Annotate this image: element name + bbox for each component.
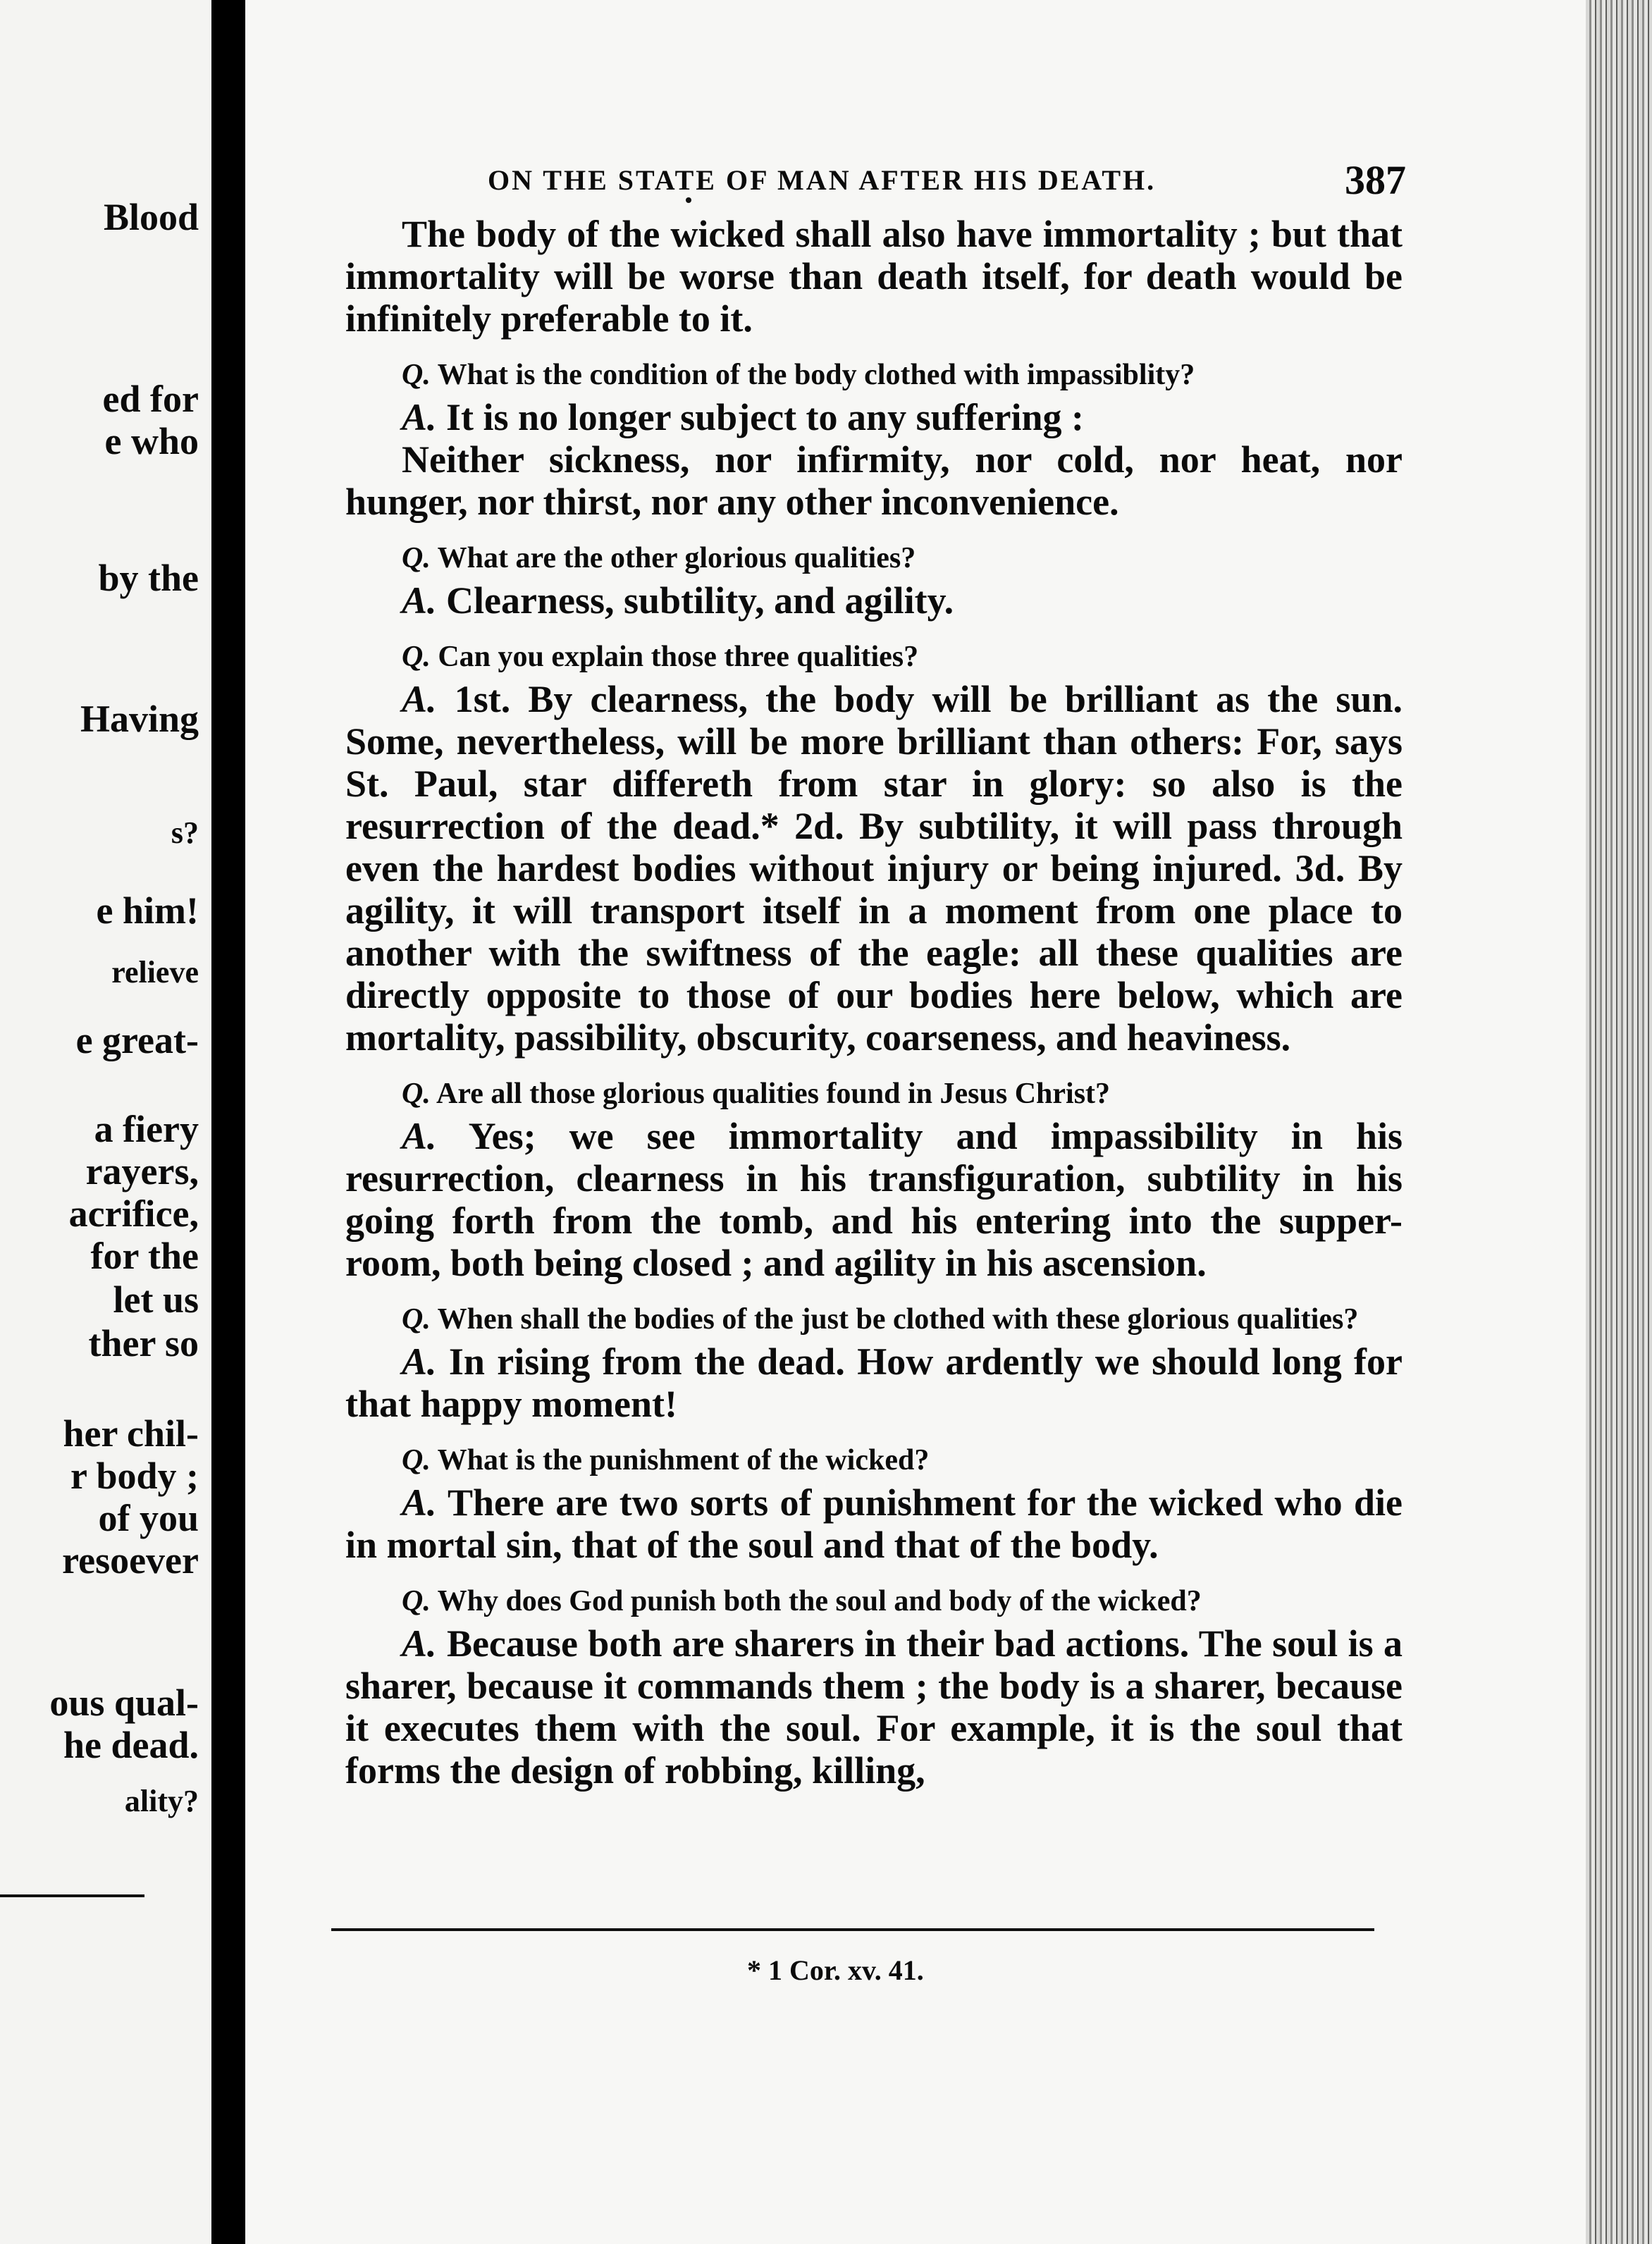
ink-dot [686,197,691,203]
answer-text: There are two sorts of punishment for the wicked who die in mortal sin, that of the soul and that of the body. [345,1481,1403,1566]
answer-text: Yes; we see immortality and impassibility in his resurrection, clearness in his transfiguration, subtility in his going forth from the tomb, and his entering into the supper-room, both being closed ; and agility in his ascension. [345,1115,1403,1284]
question-label: Q. [402,1444,431,1477]
page-edges [1586,0,1652,2244]
footnote: * 1 Cor. xv. 41. [747,1954,924,1986]
running-head: ON THE STATE OF MAN AFTER HIS DEATH. [488,164,1157,196]
answer-continued [345,438,1403,523]
answer-label: A. [402,1115,437,1157]
answer-text: It is no longer subject to any suffering : [446,396,1085,438]
left-fragment: rayers, [85,1150,199,1192]
question-label: Q. [402,359,431,391]
left-fragment: resoever [62,1539,199,1582]
left-fragment: her chil- [63,1412,199,1455]
answer-label: A. [402,1340,437,1383]
left-footnote-rule [0,1894,144,1897]
answer [345,396,1403,438]
answer [345,1340,1403,1425]
question [345,1584,1403,1618]
left-fragment: e him! [96,889,199,932]
left-fragment: ther so [88,1322,199,1364]
question [345,1302,1403,1336]
question [345,541,1403,575]
question-text: What are the other glorious qualities? [437,542,916,574]
intro-text: The body of the wicked shall also have immortality ; but that immortality will be worse than death itself, for death would be infinitely preferable to it. [345,213,1403,340]
page-number: 387 [1345,157,1406,203]
intro-paragraph [345,213,1403,340]
footnote-rule [331,1928,1374,1931]
left-fragment: a fiery [94,1108,199,1150]
answer-label: A. [402,396,437,438]
left-fragment: acrifice, [68,1192,199,1235]
question [345,358,1403,392]
page-body [345,213,1403,1792]
answer [345,579,1403,622]
answer-text: Clearness, subtility, and agility. [446,579,954,622]
answer [345,1481,1403,1566]
answer [345,678,1403,1059]
question [345,1443,1403,1477]
left-fragment: by the [98,557,199,599]
left-fragment: Having [80,698,199,740]
left-fragment: Blood [103,196,199,238]
left-fragment: ality? [124,1784,199,1818]
answer-text: In rising from the dead. How ardently we should long for that happy moment! [345,1340,1403,1425]
answer-text: Because both are sharers in their bad actions. The soul is a sharer, because it commands them ; the body is a sharer, because it executes them with the soul. For example, it is the soul that forms the design of robbing, killing, [345,1622,1403,1792]
question-text: Are all those glorious qualities found in Jesus Christ? [436,1078,1111,1110]
answer-text: Neither sickness, nor infirmity, nor cold, nor heat, nor hunger, nor thirst, nor any other inconvenience. [345,438,1403,523]
question-label: Q. [402,1078,431,1110]
left-fragment: s? [171,815,199,850]
left-fragment: ous qual- [49,1682,199,1724]
answer [345,1115,1403,1284]
left-fragment: e great- [75,1019,199,1061]
answer [345,1622,1403,1792]
question [345,1077,1403,1111]
left-fragment: he dead. [63,1724,199,1766]
question-text: Why does God punish both the soul and body of the wicked? [437,1585,1202,1617]
left-fragment: let us [113,1278,199,1321]
question-text: What is the condition of the body clothed with impassiblity? [437,359,1195,391]
question-label: Q. [402,1303,431,1336]
book-gutter [211,0,245,2244]
question-label: Q. [402,1585,431,1617]
left-fragment: e who [104,420,199,462]
question-label: Q. [402,641,431,673]
answer-label: A. [402,678,437,720]
answer-text: 1st. By clearness, the body will be brilliant as the sun. Some, nevertheless, will be more brilliant than others: For, says St. Paul, star differeth from star in glory: so also is the resurrection of the dead.* 2d. By subtility, it will pass through even the hardest bodies without injury or being injured. 3d. By agility, it will transport itself in a moment from one place to another with the swiftness of the eagle: all these qualities are directly opposite to those of our bodies here below, which are mortality, passibility, obscurity, coarseness, and heaviness. [345,678,1403,1059]
question-text: When shall the bodies of the just be clothed with these glorious qualities? [437,1303,1359,1336]
left-fragment: ed for [102,378,199,420]
question-text: Can you explain those three qualities? [438,641,919,673]
left-fragment: for the [90,1235,199,1277]
left-fragment: r body ; [70,1455,199,1497]
answer-label: A. [402,579,437,622]
left-fragment: of you [98,1497,199,1539]
answer-label: A. [402,1622,437,1665]
question-text: What is the punishment of the wicked? [437,1444,930,1477]
question [345,640,1403,674]
question-label: Q. [402,542,431,574]
answer-label: A. [402,1481,437,1524]
left-fragment: relieve [111,955,199,990]
left-page-fragment [0,0,211,2244]
